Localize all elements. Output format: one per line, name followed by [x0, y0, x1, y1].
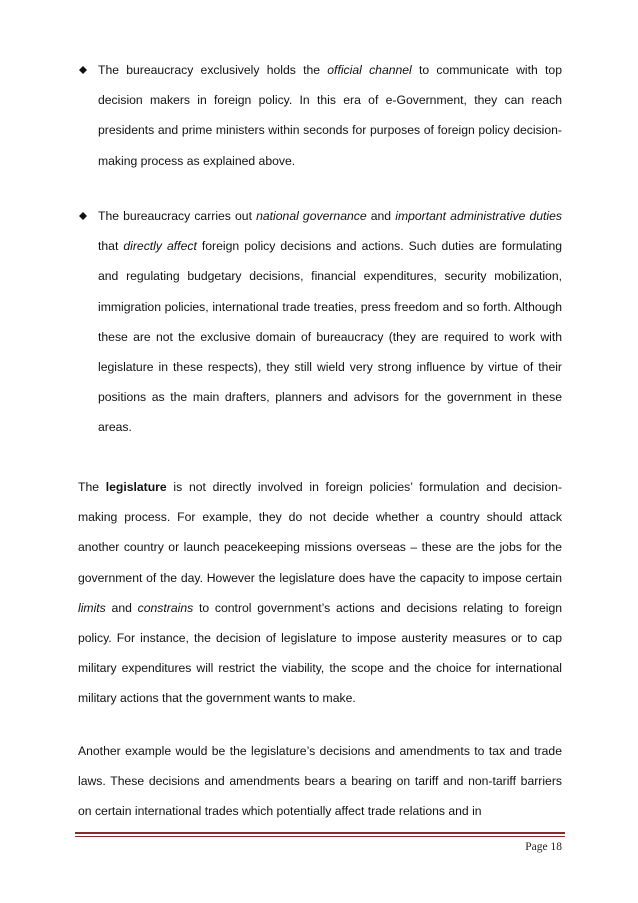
text-run: The bureaucracy carries out [98, 209, 257, 223]
paragraph-legislature [78, 472, 562, 714]
text-run: that [98, 239, 124, 254]
diamond-bullet-icon [78, 211, 88, 221]
italic-term: constrains [137, 600, 194, 615]
text-run: Another example would be the legislature’s decisions and amendments to tax and trade laws. These decisions and amendments bears a bearing on tariff and non-tariff barriers on certain international trades which potentially affect trade relations and in [78, 744, 562, 819]
text-run: is not directly involved in foreign policies’ formulation and decision-making process. For example, they do not decide whether a country should attack another country or launch peacekeeping missions overseas – these are the jobs for the government of the day. However the legislature does have the capacity to impose certain [78, 480, 562, 585]
footer-rule [75, 832, 565, 834]
bullet-item-national-governance [98, 201, 562, 443]
paragraph-another-example [78, 736, 562, 827]
bullet-item-official-channel [98, 55, 562, 176]
italic-term: important administrative duties [395, 209, 563, 223]
italic-term: directly affect [123, 239, 197, 254]
italic-term: national governance [256, 209, 367, 223]
footer-rule-thin [75, 836, 565, 837]
text-run: and [366, 209, 396, 223]
text-run: to control government’s actions and decisions relating to foreign policy. For instance, the decision of legislature to impose austerity measures or to cap military expenditures will restrict the viability, the scope and the choice for international military actions that the government wants to make. [78, 600, 563, 706]
page-number: Page 18 [525, 841, 562, 853]
bold-term: legislature [105, 480, 167, 494]
text-run: and [105, 600, 138, 615]
text-run: to communicate with top decision makers in foreign policy. In this era of e-Government, they can reach presidents and prime ministers within seconds for purposes of foreign policy decision-making process as explained above. [98, 63, 562, 168]
italic-term: limits [78, 600, 106, 615]
text-run: foreign policy decisions and actions. Such duties are formulating and regulating budgetary decisions, financial expenditures, security mobilization, immigration policies, international trade treaties, press freedom and so forth. Although these are not the exclusive domain of bureaucracy (they are required to work with legislature in these respects), they still wield very strong influence by virtue of their positions as the main drafters, planners and advisors for the government in these areas. [98, 239, 562, 435]
italic-term: official channel [327, 63, 412, 77]
text-run: The bureaucracy exclusively holds the [98, 63, 328, 77]
text-run: The [78, 480, 106, 494]
diamond-bullet-icon [78, 65, 88, 75]
